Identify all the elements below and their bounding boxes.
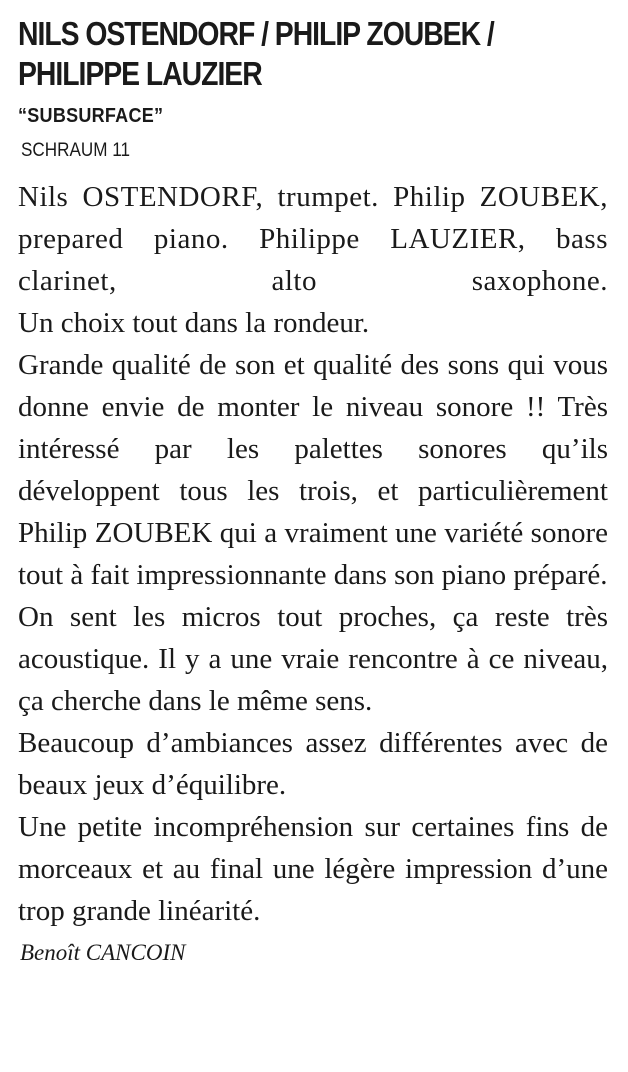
headline-line-1: NILS OSTENDORF / PHILIP ZOUBEK / bbox=[18, 15, 494, 52]
review-author: Benoît CANCOIN bbox=[20, 940, 186, 965]
record-label: SCHRAUM 11 bbox=[21, 140, 130, 161]
paragraph-2: Grande qualité de son et qualité des sons qui vous donne envie de monter le niveau sonore !! Très intéressé par les palettes sonores qu’ils développent tous les trois, et particulièrement Philip ZOUBEK qui a vraiment une variété sonore tout à fait impressionnante dans son piano préparé. bbox=[18, 349, 608, 591]
album-title: “SUBSURFACE” bbox=[18, 105, 164, 127]
paragraph-5: Une petite incompréhension sur certaines fins de morceaux et au final une légère impression d’une trop grande linéarité. bbox=[18, 811, 608, 927]
review-body bbox=[18, 176, 608, 932]
paragraph-4: Beaucoup d’ambiances assez différentes avec de beaux jeux d’équilibre. bbox=[18, 727, 608, 801]
musician-credits: Nils OSTENDORF, trumpet. Philip ZOUBEK, prepared piano. Philippe LAUZIER, bass clarinet, alto saxophone. bbox=[18, 181, 608, 297]
headline-line-2: PHILIPPE LAUZIER bbox=[18, 55, 262, 92]
review-article bbox=[18, 14, 608, 968]
paragraph-3: On sent les micros tout proches, ça reste très acoustique. Il y a une vraie rencontre à ce niveau, ça cherche dans le même sens. bbox=[18, 601, 608, 717]
paragraph-1: Un choix tout dans la rondeur. bbox=[18, 307, 370, 339]
headline bbox=[18, 14, 611, 94]
